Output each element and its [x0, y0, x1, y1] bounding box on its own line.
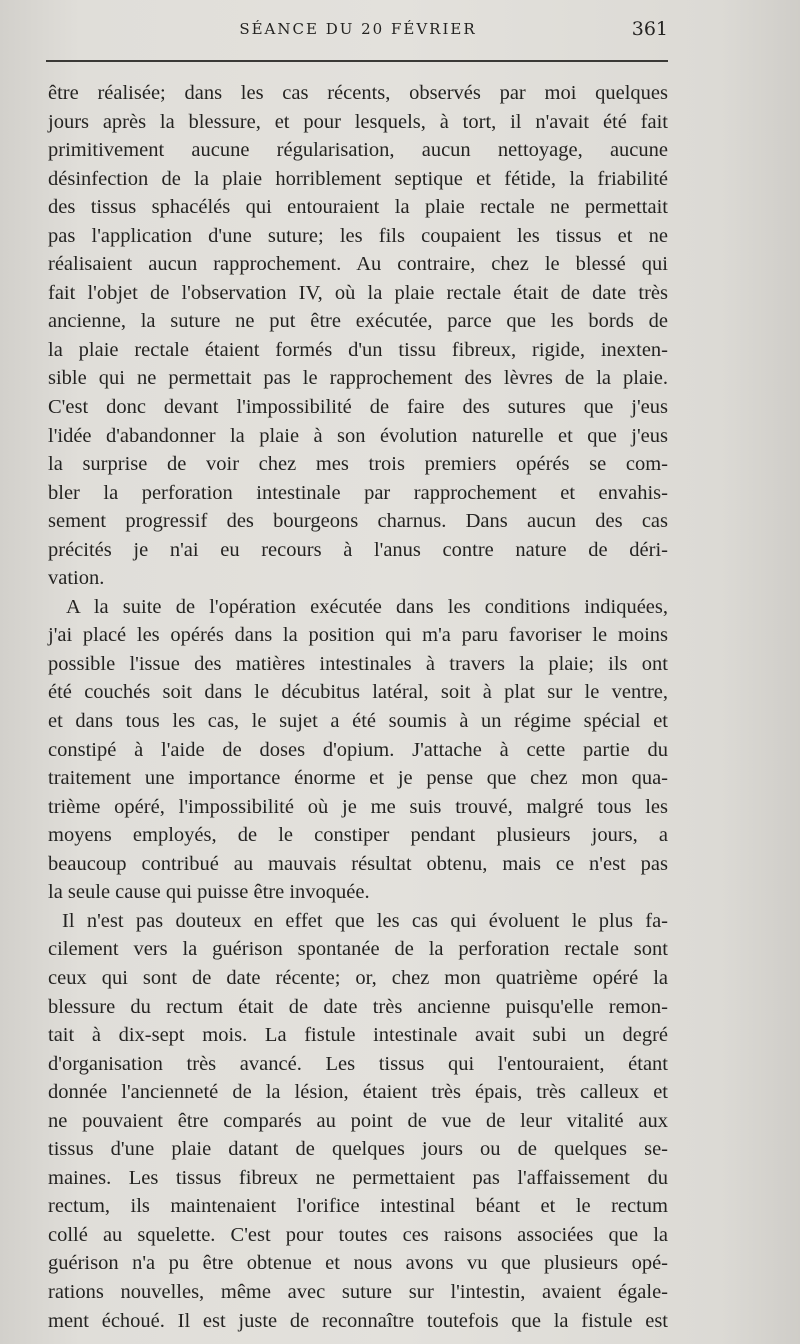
text-line: blessure du rectum était de date très ancienne puisqu'elle remon-	[48, 995, 668, 1018]
text-line: tait à dix-sept mois. La fistule intestinale avait subi un degré	[48, 1024, 668, 1047]
text-line: trième opéré, l'impossibilité où je me suis trouvé, malgré tous les	[48, 795, 668, 818]
body-text	[48, 79, 668, 1335]
text-line: j'ai placé les opérés dans la position qui m'a paru favoriser le moins	[48, 624, 668, 647]
text-line: la surprise de voir chez mes trois premiers opérés se com-	[48, 453, 668, 476]
page-number: 361	[631, 18, 668, 40]
text-line: réalisaient aucun rapprochement. Au contraire, chez le blessé qui	[48, 253, 668, 276]
text-line: des tissus sphacélés qui entouraient la plaie rectale ne permettait	[48, 196, 668, 219]
text-line: ceux qui sont de date récente; or, chez mon quatrième opéré la	[48, 966, 668, 989]
text-line: d'organisation très avancé. Les tissus qui l'entouraient, étant	[48, 1052, 668, 1075]
text-line: être réalisée; dans les cas récents, observés par moi quelques	[48, 82, 668, 104]
text-line: A la suite de l'opération exécutée dans les conditions indiquées,	[66, 595, 668, 618]
text-line: rations nouvelles, même avec suture sur l'intestin, avaient égale-	[48, 1280, 668, 1303]
text-line: la plaie rectale étaient formés d'un tissu fibreux, rigide, inexten-	[48, 338, 668, 361]
text-line: vation.	[48, 567, 105, 590]
text-line: C'est donc devant l'impossibilité de faire des sutures que j'eus	[48, 396, 668, 419]
running-title: SÉANCE DU 20 FÉVRIER	[239, 20, 477, 38]
text-line: primitivement aucune régularisation, aucun nettoyage, aucune	[48, 139, 668, 162]
text-line: maines. Les tissus fibreux ne permettaient pas l'affaissement du	[48, 1166, 668, 1189]
header-rule	[46, 60, 668, 62]
text-line: Il n'est pas douteux en effet que les cas qui évoluent le plus fa-	[62, 909, 668, 932]
text-line: pas l'application d'une suture; les fils coupaient les tissus et ne	[48, 224, 668, 247]
text-line: rectum, ils maintenaient l'orifice intestinal béant et le rectum	[48, 1195, 668, 1218]
text-line: collé au squelette. C'est pour toutes ces raisons associées que la	[48, 1223, 668, 1246]
text-line: moyens employés, de le constiper pendant plusieurs jours, a	[48, 824, 668, 847]
text-line: ne pouvaient être comparés au point de vue de leur vitalité aux	[48, 1109, 668, 1132]
text-line: tissus d'une plaie datant de quelques jours ou de quelques se-	[48, 1138, 668, 1161]
text-line: ancienne, la suture ne put être exécutée, parce que les bords de	[48, 310, 668, 333]
text-line: constipé à l'aide de doses d'opium. J'attache à cette partie du	[48, 738, 668, 761]
text-line: traitement une importance énorme et je pense que chez mon qua-	[48, 767, 668, 790]
text-line: fait l'objet de l'observation IV, où la plaie rectale était de date très	[48, 281, 668, 304]
text-line: beaucoup contribué au mauvais résultat obtenu, mais ce n'est pas	[48, 852, 668, 875]
text-line: l'idée d'abandonner la plaie à son évolution naturelle et que j'eus	[48, 424, 668, 447]
text-line: la seule cause qui puisse être invoquée.	[48, 881, 370, 904]
text-line: ment échoué. Il est juste de reconnaître toutefois que la fistule est	[48, 1309, 668, 1332]
text-line: cilement vers la guérison spontanée de la perforation rectale sont	[48, 938, 668, 961]
text-line: été couchés soit dans le décubitus latéral, soit à plat sur le ventre,	[48, 681, 668, 704]
text-line: bler la perforation intestinale par rapprochement et envahis-	[48, 481, 668, 504]
text-line: sement progressif des bourgeons charnus. Dans aucun des cas	[48, 510, 668, 533]
text-line: désinfection de la plaie horriblement septique et fétide, la friabilité	[48, 167, 668, 190]
text-line: et dans tous les cas, le sujet a été soumis à un régime spécial et	[48, 710, 668, 733]
text-line: guérison n'a pu être obtenue et nous avons vu que plusieurs opé-	[48, 1252, 668, 1275]
text-line: sible qui ne permettait pas le rapprochement des lèvres de la plaie.	[48, 367, 668, 390]
page-header	[48, 16, 668, 46]
text-line: jours après la blessure, et pour lesquels, à tort, il n'avait été fait	[48, 110, 668, 133]
text-line: précités je n'ai eu recours à l'anus contre nature de déri-	[48, 538, 668, 561]
text-line: possible l'issue des matières intestinales à travers la plaie; ils ont	[48, 652, 668, 675]
text-line: donnée l'ancienneté de la lésion, étaient très épais, très calleux et	[48, 1081, 668, 1104]
